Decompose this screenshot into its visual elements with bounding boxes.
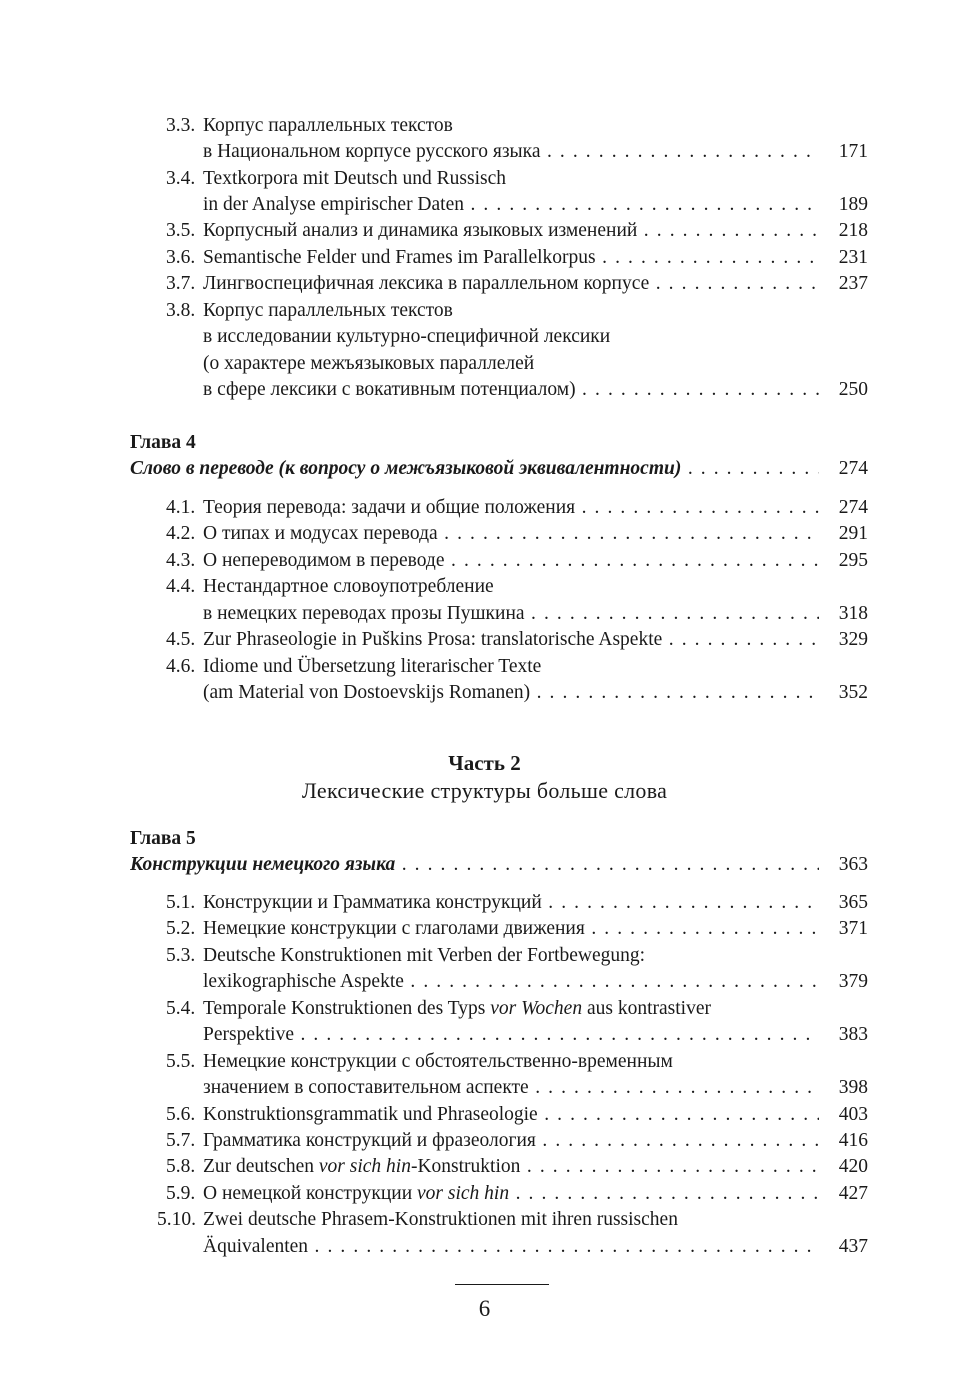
section-title: Конструкции и Грамматика конструкций . . .	[203, 890, 819, 916]
toc-entry-5-10-cont	[0, 1234, 969, 1260]
page-ref: 274	[838, 458, 868, 479]
toc-entry-5-4	[0, 996, 969, 1022]
toc-entry-3-8-cont3	[0, 377, 969, 403]
chapter-5-label-line	[0, 826, 969, 852]
section-title-cont: в немецких переводах прозы Пушкина . . .	[203, 601, 819, 627]
toc-entry-4-3	[0, 548, 969, 574]
section-title: Zwei deutsche Phrasem-Konstruktionen mit ihren russischen	[203, 1209, 678, 1230]
section-title: Semantische Felder und Frames im Parallelkorpus . . .	[203, 245, 819, 271]
section-title: Deutsche Konstruktionen mit Verben der Fortbewegung:	[203, 945, 646, 966]
chapter-label: Глава 4	[130, 432, 196, 453]
toc-entry-5-2	[0, 916, 969, 942]
page-ref: 250	[838, 379, 868, 400]
section-title	[203, 996, 711, 1022]
section-title: Корпусный анализ и динамика языковых изменений . . .	[203, 218, 819, 244]
section-number: 5.5.	[166, 1051, 196, 1072]
page-ref: 398	[838, 1077, 868, 1098]
section-title: Лингвоспецифичная лексика в параллельном корпусе . . .	[203, 271, 819, 297]
toc-entry-3-5	[0, 218, 969, 244]
toc-entry-5-9	[0, 1181, 969, 1207]
section-number: 3.5.	[166, 220, 196, 241]
toc-entry-4-5	[0, 627, 969, 653]
toc-entry-3-8	[0, 298, 969, 324]
page-ref: 274	[838, 497, 868, 518]
toc-entry-4-4-cont	[0, 601, 969, 627]
section-number: 5.9.	[166, 1183, 196, 1204]
chapter-4-label-line	[0, 430, 969, 456]
section-number: 3.4.	[166, 168, 196, 189]
section-number: 4.3.	[166, 550, 196, 571]
page-ref: 437	[838, 1236, 868, 1257]
section-title: Грамматика конструкций и фразеология . . .	[203, 1128, 819, 1154]
chapter-label: Глава 5	[130, 828, 196, 849]
section-number: 5.6.	[166, 1104, 196, 1125]
toc-entry-5-8	[0, 1154, 969, 1180]
section-title: Zur Phraseologie in Puškins Prosa: translatorische Aspekte . . .	[203, 627, 819, 653]
section-title: Textkorpora mit Deutsch und Russisch	[203, 168, 507, 189]
page-ref: 365	[838, 892, 868, 913]
page-ref: 383	[838, 1024, 868, 1045]
page-number: 6	[478, 1296, 491, 1321]
chapter-4-title-line	[0, 456, 969, 482]
title-italic-part: vor Wochen	[490, 998, 583, 1019]
section-number: 5.2.	[166, 918, 196, 939]
toc-entry-4-6	[0, 654, 969, 680]
section-number: 4.1.	[166, 497, 196, 518]
section-number: 4.5.	[166, 629, 196, 650]
section-title: Нестандартное словоупотребление	[203, 576, 494, 597]
chapter-title: Конструкции немецкого языка . . .	[130, 852, 819, 878]
section-number: 5.10.	[157, 1209, 196, 1230]
toc-entry-3-4	[0, 166, 969, 192]
title-italic-part: vor sich hin	[318, 1156, 411, 1177]
section-title-cont: lexikographische Aspekte . . .	[203, 969, 819, 995]
part-subtitle: Лексические структуры больше слова	[301, 778, 668, 803]
page-ref: 416	[838, 1130, 868, 1151]
page-ref: 171	[838, 141, 868, 162]
section-number: 3.7.	[166, 273, 196, 294]
page-ref: 291	[838, 523, 868, 544]
section-title	[203, 1181, 819, 1207]
section-number: 4.6.	[166, 656, 196, 677]
chapter-5-title-line	[0, 852, 969, 878]
chapter-title: Слово в переводе (к вопросу о межъязыковой эквивалентности) . . .	[130, 456, 819, 482]
page-ref: 218	[838, 220, 868, 241]
section-title: Корпус параллельных текстов	[203, 300, 453, 321]
section-number: 3.3.	[166, 115, 196, 136]
page-ref: 231	[838, 247, 868, 268]
section-title: О типах и модусах перевода . . .	[203, 521, 819, 547]
toc-entry-3-3	[0, 113, 969, 139]
page-ref: 189	[838, 194, 868, 215]
section-title-cont: в сфере лексики с вокативным потенциалом) . . .	[203, 377, 819, 403]
section-number: 5.8.	[166, 1156, 196, 1177]
toc-entry-3-7	[0, 271, 969, 297]
section-number: 5.3.	[166, 945, 196, 966]
toc-entry-5-3	[0, 943, 969, 969]
toc-entry-5-6	[0, 1102, 969, 1128]
section-title	[203, 1154, 819, 1180]
toc-entry-4-1	[0, 495, 969, 521]
section-number: 3.6.	[166, 247, 196, 268]
section-title-cont: in der Analyse empirischer Daten . . .	[203, 192, 819, 218]
section-title: Konstruktionsgrammatik und Phraseologie . . .	[203, 1102, 819, 1128]
title-part: -Konstruktion	[410, 1156, 521, 1177]
section-title: Немецкие конструкции с обстоятельственно-временным	[203, 1051, 673, 1072]
title-part: aus kontrastiver	[582, 998, 711, 1019]
toc-entry-5-4-cont	[0, 1022, 969, 1048]
toc-entry-3-4-cont	[0, 192, 969, 218]
toc-entry-4-2	[0, 521, 969, 547]
page-ref: 379	[838, 971, 868, 992]
toc-entry-5-5	[0, 1049, 969, 1075]
page-ref: 403	[838, 1104, 868, 1125]
section-number: 5.1.	[166, 892, 196, 913]
title-part: О немецкой конструкции	[203, 1183, 418, 1204]
title-italic-part: vor sich hin	[417, 1183, 510, 1204]
toc-entry-5-7	[0, 1128, 969, 1154]
toc-entry-3-6	[0, 245, 969, 271]
section-title: Idiome und Übersetzung literarischer Texte	[203, 656, 542, 677]
page-ref: 420	[838, 1156, 868, 1177]
page-ref: 363	[838, 854, 868, 875]
section-number: 4.2.	[166, 523, 196, 544]
section-number: 4.4.	[166, 576, 196, 597]
page-ref: 371	[838, 918, 868, 939]
section-title-cont: в Национальном корпусе русского языка . . .	[203, 139, 819, 165]
section-title: О непереводимом в переводе . . .	[203, 548, 819, 574]
page-ref: 318	[838, 603, 868, 624]
section-title-cont: (am Material von Dostoevskijs Romanen) . . .	[203, 680, 819, 706]
section-title-cont: значением в сопоставительном аспекте . . .	[203, 1075, 819, 1101]
title-part: Temporale Konstruktionen des Typs	[203, 998, 491, 1019]
section-number: 3.8.	[166, 300, 196, 321]
section-title-cont: Perspektive . . .	[203, 1022, 819, 1048]
toc-entry-3-3-cont	[0, 139, 969, 165]
section-title: Корпус параллельных текстов	[203, 115, 453, 136]
section-title: Теория перевода: задачи и общие положения . . .	[203, 495, 819, 521]
toc-entry-3-8-cont2	[0, 351, 969, 377]
section-title-cont: Äquivalenten . . .	[203, 1234, 819, 1260]
toc-entry-5-1	[0, 890, 969, 916]
toc-entry-5-10	[0, 1207, 969, 1233]
page-ref: 237	[838, 273, 868, 294]
toc-entry-4-6-cont	[0, 680, 969, 706]
toc-entry-5-5-cont	[0, 1075, 969, 1101]
title-part: Zur deutschen	[203, 1156, 319, 1177]
part-title: Часть 2	[448, 751, 521, 775]
page-ref: 329	[838, 629, 868, 650]
toc-entry-5-3-cont	[0, 969, 969, 995]
section-number: 5.7.	[166, 1130, 196, 1151]
section-title-cont: (о характере межъязыковых параллелей	[203, 353, 535, 374]
toc-entry-3-8-cont1	[0, 324, 969, 350]
section-title-cont: в исследовании культурно-специфичной лексики	[203, 326, 611, 347]
toc-entry-4-4	[0, 574, 969, 600]
footer-rule	[455, 1284, 549, 1285]
page-ref: 352	[838, 682, 868, 703]
page-ref: 295	[838, 550, 868, 571]
page-ref: 427	[838, 1183, 868, 1204]
section-number: 5.4.	[166, 998, 196, 1019]
section-title: Немецкие конструкции с глаголами движения . . .	[203, 916, 819, 942]
